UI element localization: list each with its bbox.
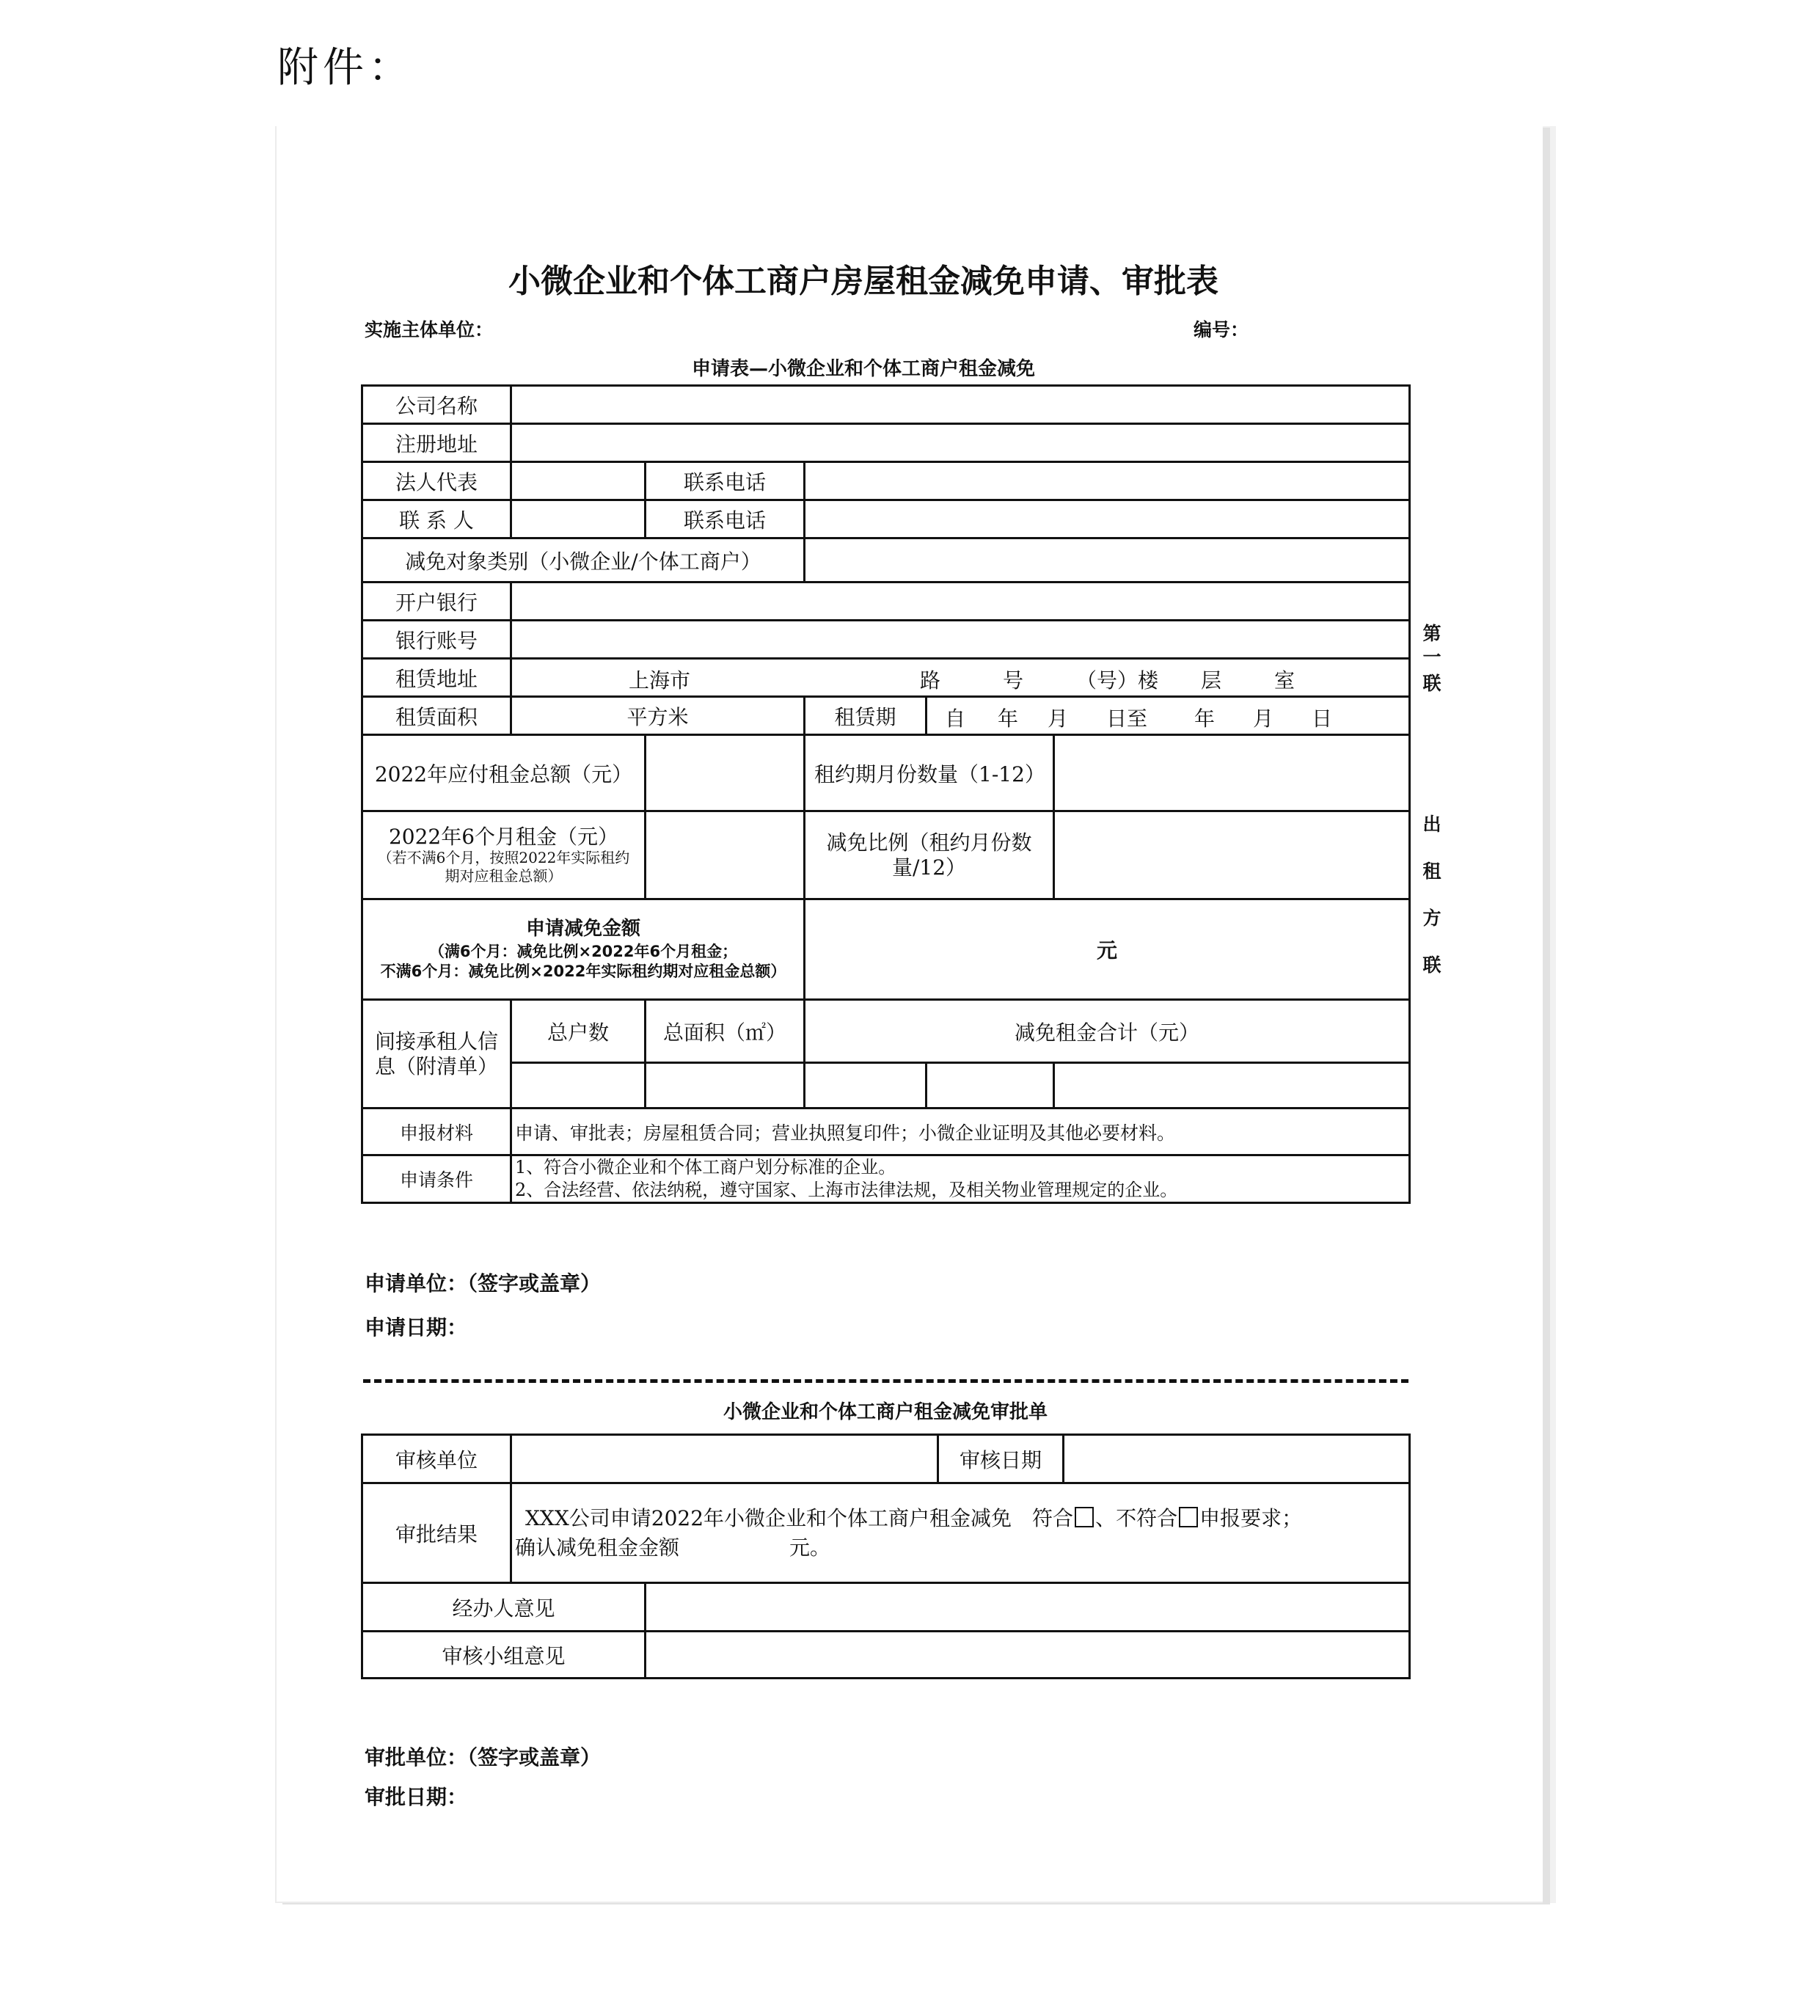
application-table [361,384,1411,1204]
yuan-unit: 元 [1097,938,1118,963]
relief-total-label: 减免租金合计（元） [805,1000,1410,1063]
lease-months-label: 租约期月份数量（1-12） [805,735,1054,811]
handler-opinion-field[interactable] [646,1583,1410,1632]
total-area-field[interactable] [646,1063,805,1109]
contact-phone-field[interactable] [805,500,1410,538]
lease-address-label: 租赁地址 [362,659,511,697]
lease-address-room: 室 [1274,668,1295,693]
materials-label: 申报材料 [362,1109,511,1155]
period-year-2: 年 [1194,706,1216,731]
result-text-c: 申报要求； [1199,1506,1303,1531]
lease-address-field[interactable] [511,659,1410,697]
company-name-label: 公司名称 [362,386,511,424]
lease-area-field[interactable] [511,697,805,735]
apply-amount-label: 申请减免金额 [525,917,640,940]
legal-rep-label: 法人代表 [362,462,511,500]
comply-checkbox[interactable] [1075,1507,1094,1527]
ratio-field[interactable] [1054,811,1410,899]
apply-amount-field[interactable] [805,899,1410,1000]
review-date-label: 审核日期 [938,1435,1064,1483]
rent-6m-cell [362,811,646,899]
review-unit-field[interactable] [511,1435,938,1483]
category-field[interactable] [805,538,1410,582]
side-label-2: 一 [1422,646,1441,668]
apply-amount-note-2: 不满6个月：减免比例×2022年实际租约期对应租金总额） [380,962,786,980]
total-area-label: 总面积（㎡） [646,1000,805,1063]
side-label-7: 联 [1422,954,1441,976]
phone-label: 联系电话 [646,462,805,500]
side-label-4: 出 [1422,814,1441,835]
review-unit-label: 审核单位 [362,1435,511,1483]
legal-rep-phone-field[interactable] [805,462,1410,500]
approval-table [361,1434,1411,1679]
rent-6m-field[interactable] [646,811,805,899]
sqm-unit: 平方米 [626,704,689,729]
category-label: 减免对象类别（小微企业/个体工商户） [362,538,805,582]
period-month-1: 月 [1048,706,1069,731]
lease-address-building: （号）楼 [1076,668,1159,693]
rent-6m-note: （若不满6个月，按照2022年实际租约期对应租金总额） [377,849,630,885]
review-date-field[interactable] [1064,1435,1410,1483]
contact-phone-label: 联系电话 [646,500,805,538]
side-label-5: 租 [1422,861,1441,882]
approve-date: 审批日期： [365,1785,468,1809]
rent-total-label: 2022年应付租金总额（元） [362,735,646,811]
lease-months-field[interactable] [1054,735,1410,811]
account-field[interactable] [511,621,1410,659]
lease-address-city: 上海市 [629,668,691,693]
lease-address-floor: 层 [1201,668,1222,693]
period-day-2: 日 [1312,706,1333,731]
lease-period-field[interactable] [927,697,1410,735]
reg-address-field[interactable] [511,424,1410,462]
period-day-to: 日至 [1106,706,1148,731]
indirect-label: 间接承租人信息（附清单） [362,1000,511,1109]
relief-total-field-3[interactable] [1054,1063,1410,1109]
rent-6m-label: 2022年6个月租金（元） [388,824,619,849]
result-text-a: XXX公司申请2022年小微企业和个体工商户租金减免 符合 [525,1506,1074,1531]
period-from: 自 [945,706,966,731]
bank-field[interactable] [511,582,1410,621]
lease-address-road: 路 [920,668,941,693]
implementer-label: 实施主体单位： [365,319,494,340]
result-cell [511,1483,1410,1583]
lease-period-label: 租赁期 [805,697,927,735]
condition-1: 1、符合小微企业和个体工商户划分标准的企业。 [515,1157,896,1177]
legal-rep-field[interactable] [511,462,646,500]
period-month-2: 月 [1253,706,1274,731]
contact-field[interactable] [511,500,646,538]
attachment-label: 附件： [277,44,414,92]
form-title: 小微企业和个体工商户房屋租金减免申请、审批表 [508,263,1218,300]
contact-label: 联 系 人 [362,500,511,538]
relief-total-field-2[interactable] [927,1063,1054,1109]
side-label-6: 方 [1422,907,1441,929]
conditions-label: 申请条件 [362,1155,511,1203]
conditions-cell [511,1155,1410,1203]
group-opinion-field[interactable] [646,1632,1410,1679]
side-label-3: 联 [1422,673,1441,694]
materials-text: 申请、审批表；房屋租赁合同；营业执照复印件；小微企业证明及其他必要材料。 [511,1109,1410,1155]
group-opinion-label: 审核小组意见 [362,1632,646,1679]
company-name-field[interactable] [511,386,1410,424]
confirm-unit: 元。 [789,1535,831,1560]
ratio-label: 减免比例（租约月份数量/12） [805,811,1054,899]
noncomply-checkbox[interactable] [1179,1507,1198,1527]
apply-amount-cell [362,899,805,1000]
cut-line [363,1379,1408,1383]
apply-amount-note-1: （满6个月：减免比例×2022年6个月租金； [428,942,738,960]
result-label: 审批结果 [362,1483,511,1583]
apply-date: 申请日期： [365,1315,468,1340]
reg-address-label: 注册地址 [362,424,511,462]
side-label-1: 第 [1422,623,1441,644]
condition-2: 2、合法经营、依法纳税，遵守国家、上海市法律法规，及相关物业管理规定的企业。 [515,1180,1178,1201]
result-text-b: 、不符合 [1095,1506,1178,1531]
households-field[interactable] [511,1063,646,1109]
relief-total-field-1[interactable] [805,1063,927,1109]
account-label: 银行账号 [362,621,511,659]
households-label: 总户数 [511,1000,646,1063]
approve-unit: 审批单位：（签字或盖章） [365,1745,602,1770]
rent-total-field[interactable] [646,735,805,811]
form-subtitle: 申请表—小微企业和个体工商户租金减免 [691,358,1035,380]
period-year-1: 年 [998,706,1019,731]
lease-area-label: 租赁面积 [362,697,511,735]
handler-opinion-label: 经办人意见 [362,1583,646,1632]
serial-label: 编号： [1194,319,1249,340]
bank-label: 开户银行 [362,582,511,621]
lease-address-number: 号 [1003,668,1024,693]
form-page [275,126,1543,1903]
approval-title: 小微企业和个体工商户租金减免审批单 [723,1401,1048,1423]
confirm-text: 确认减免租金金额 [515,1535,680,1560]
apply-unit: 申请单位：（签字或盖章） [365,1271,602,1296]
